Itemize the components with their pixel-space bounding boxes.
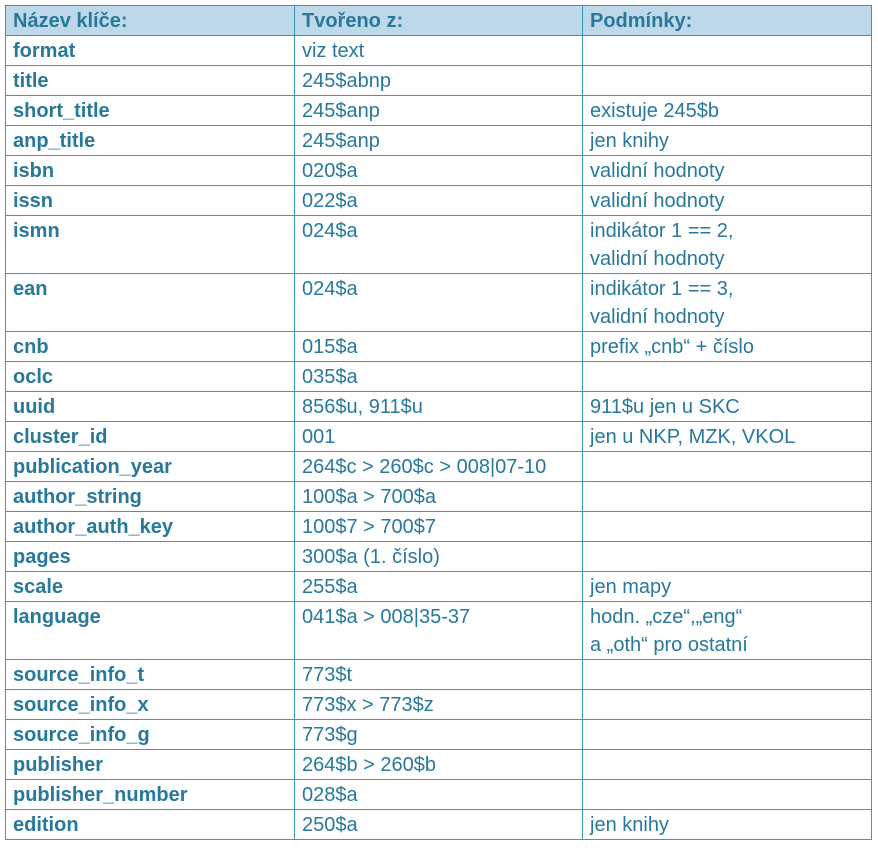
key-mapping-table-container [5, 5, 872, 840]
source-cell: 015$a [295, 332, 583, 362]
condition-line: a „oth“ pro ostatní [590, 634, 748, 656]
conditions-cell [583, 660, 872, 690]
key-name-cell: edition [6, 810, 295, 840]
key-name-cell: isbn [6, 156, 295, 186]
table-row [6, 96, 872, 126]
condition-line: prefix „cnb“ + číslo [590, 336, 754, 358]
table-row [6, 362, 872, 392]
conditions-cell [583, 332, 872, 362]
source-cell: 264$b > 260$b [295, 750, 583, 780]
conditions-cell [583, 810, 872, 840]
key-name-cell: short_title [6, 96, 295, 126]
conditions-cell [583, 780, 872, 810]
table-row [6, 750, 872, 780]
key-name-cell: cnb [6, 332, 295, 362]
conditions-cell [583, 542, 872, 572]
key-name-cell: title [6, 66, 295, 96]
condition-line: validní hodnoty [590, 306, 725, 328]
condition-line: jen knihy [590, 814, 669, 836]
condition-line: jen u NKP, MZK, VKOL [590, 426, 796, 448]
source-cell: 245$anp [295, 96, 583, 126]
table-row [6, 720, 872, 750]
table-row [6, 482, 872, 512]
table-row [6, 156, 872, 186]
key-name-cell: author_auth_key [6, 512, 295, 542]
source-cell: 773$t [295, 660, 583, 690]
key-mapping-table [5, 5, 872, 840]
source-cell: 773$g [295, 720, 583, 750]
source-cell: 245$anp [295, 126, 583, 156]
source-cell: 024$a [295, 216, 583, 274]
key-name-cell: publisher [6, 750, 295, 780]
key-name-cell: oclc [6, 362, 295, 392]
key-name-cell: anp_title [6, 126, 295, 156]
conditions-cell [583, 690, 872, 720]
condition-line: 911$u jen u SKC [590, 396, 740, 418]
source-cell: viz text [295, 36, 583, 66]
table-row [6, 660, 872, 690]
conditions-cell [583, 126, 872, 156]
table-row [6, 126, 872, 156]
key-name-cell: pages [6, 542, 295, 572]
column-header-key-name: Název klíče: [6, 6, 295, 36]
conditions-cell [583, 36, 872, 66]
table-body [6, 36, 872, 840]
table-row [6, 512, 872, 542]
condition-line: hodn. „cze“,„eng“ [590, 606, 743, 628]
table-row [6, 36, 872, 66]
source-cell: 020$a [295, 156, 583, 186]
condition-line: validní hodnoty [590, 190, 725, 212]
table-row [6, 602, 872, 660]
key-name-cell: author_string [6, 482, 295, 512]
conditions-cell [583, 602, 872, 660]
table-row [6, 274, 872, 332]
table-row [6, 392, 872, 422]
key-name-cell: source_info_t [6, 660, 295, 690]
conditions-cell [583, 482, 872, 512]
source-cell: 001 [295, 422, 583, 452]
key-name-cell: uuid [6, 392, 295, 422]
conditions-cell [583, 362, 872, 392]
conditions-cell [583, 512, 872, 542]
table-row [6, 452, 872, 482]
key-name-cell: cluster_id [6, 422, 295, 452]
conditions-cell [583, 96, 872, 126]
key-name-cell: source_info_g [6, 720, 295, 750]
conditions-cell [583, 66, 872, 96]
column-header-source: Tvořeno z: [295, 6, 583, 36]
source-cell: 255$a [295, 572, 583, 602]
source-cell: 250$a [295, 810, 583, 840]
table-row [6, 186, 872, 216]
table-row [6, 66, 872, 96]
source-cell: 100$a > 700$a [295, 482, 583, 512]
key-name-cell: publication_year [6, 452, 295, 482]
conditions-cell [583, 422, 872, 452]
condition-line: validní hodnoty [590, 160, 725, 182]
condition-line: existuje 245$b [590, 100, 719, 122]
conditions-cell [583, 750, 872, 780]
source-cell: 245$abnp [295, 66, 583, 96]
column-header-conditions: Podmínky: [583, 6, 872, 36]
key-name-cell: issn [6, 186, 295, 216]
table-header-row [6, 6, 872, 36]
condition-line: jen knihy [590, 130, 669, 152]
table-row [6, 332, 872, 362]
key-name-cell: ismn [6, 216, 295, 274]
conditions-cell [583, 186, 872, 216]
source-cell: 028$a [295, 780, 583, 810]
table-row [6, 216, 872, 274]
condition-line: validní hodnoty [590, 248, 725, 270]
table-row [6, 542, 872, 572]
table-row [6, 690, 872, 720]
source-cell: 041$a > 008|35-37 [295, 602, 583, 660]
condition-line: jen mapy [590, 576, 672, 598]
conditions-cell [583, 216, 872, 274]
condition-line: indikátor 1 == 3, [590, 278, 734, 300]
conditions-cell [583, 274, 872, 332]
source-cell: 264$c > 260$c > 008|07-10 [295, 452, 583, 482]
conditions-cell [583, 156, 872, 186]
key-name-cell: publisher_number [6, 780, 295, 810]
source-cell: 022$a [295, 186, 583, 216]
table-row [6, 810, 872, 840]
conditions-cell [583, 720, 872, 750]
key-name-cell: scale [6, 572, 295, 602]
key-name-cell: language [6, 602, 295, 660]
source-cell: 773$x > 773$z [295, 690, 583, 720]
conditions-cell [583, 452, 872, 482]
table-row [6, 572, 872, 602]
table-row [6, 780, 872, 810]
source-cell: 856$u, 911$u [295, 392, 583, 422]
key-name-cell: format [6, 36, 295, 66]
table-row [6, 422, 872, 452]
condition-line: indikátor 1 == 2, [590, 220, 734, 242]
source-cell: 300$a (1. číslo) [295, 542, 583, 572]
source-cell: 024$a [295, 274, 583, 332]
source-cell: 100$7 > 700$7 [295, 512, 583, 542]
conditions-cell [583, 572, 872, 602]
key-name-cell: source_info_x [6, 690, 295, 720]
key-name-cell: ean [6, 274, 295, 332]
conditions-cell [583, 392, 872, 422]
source-cell: 035$a [295, 362, 583, 392]
